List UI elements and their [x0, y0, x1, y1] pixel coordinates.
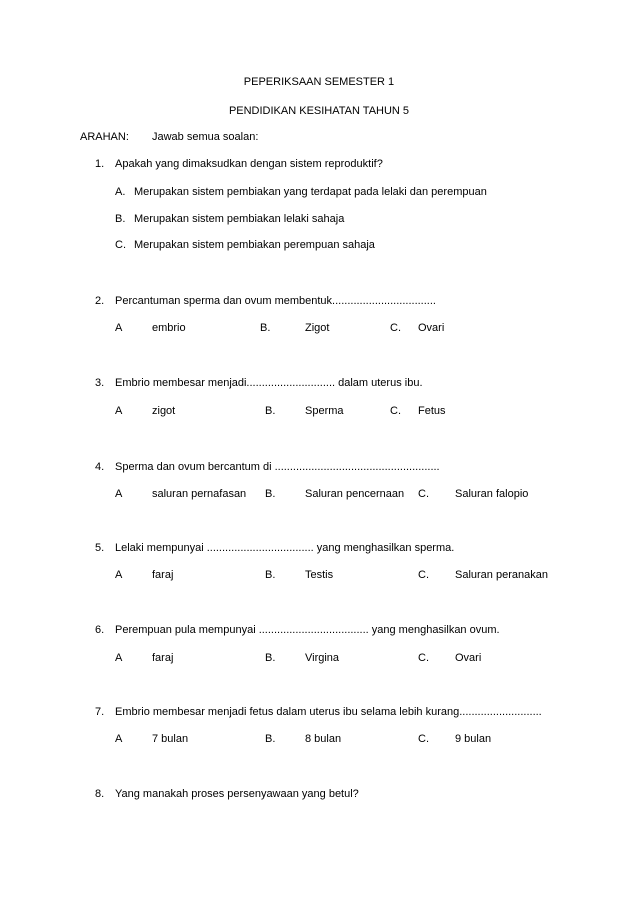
option-text: Merupakan sistem pembiakan yang terdapat pada lelaki dan perempuan	[134, 186, 487, 198]
option-letter: C.	[418, 488, 429, 500]
question-number: 6.	[95, 624, 105, 636]
option-letter: C.	[418, 569, 429, 581]
option-text: 8 bulan	[305, 733, 342, 745]
option-letter: B.	[265, 488, 276, 500]
option-letter: A	[115, 652, 123, 664]
option-text: Ovari	[455, 652, 482, 664]
option-text: Saluran pencernaan	[305, 488, 405, 500]
question-text: Embrio membesar menjadi............................. dalam uterus ibu.	[115, 377, 423, 389]
option-letter: C.	[418, 733, 429, 745]
question-number: 8.	[95, 788, 105, 800]
instructions-text: Jawab semua soalan:	[152, 131, 259, 143]
question-number: 3.	[95, 377, 105, 389]
instructions-label: ARAHAN:	[80, 131, 129, 143]
question-text: Lelaki mempunyai ................................... yang menghasilkan sperma.	[115, 542, 455, 554]
option-text: saluran pernafasan	[152, 488, 247, 500]
option-letter: B.	[265, 652, 276, 664]
page-subtitle: PENDIDIKAN KESIHATAN TAHUN 5	[228, 105, 410, 117]
option-text: Saluran peranakan	[455, 569, 548, 581]
option-letter: B.	[115, 213, 126, 225]
option-text: Virgina	[305, 652, 340, 664]
option-letter: C.	[418, 652, 429, 664]
option-letter: A	[115, 488, 123, 500]
option-letter: A	[115, 322, 123, 334]
option-letter: A	[115, 733, 123, 745]
option-letter: C.	[390, 322, 401, 334]
option-letter: B.	[260, 322, 271, 334]
option-text: Testis	[305, 569, 334, 581]
question-text: Yang manakah proses persenyawaan yang betul?	[115, 788, 359, 800]
question-text: Embrio membesar menjadi fetus dalam uterus ibu selama lebih kurang...........................	[115, 706, 542, 718]
option-letter: B.	[265, 569, 276, 581]
option-text: 7 bulan	[152, 733, 189, 745]
option-letter: B.	[265, 405, 276, 417]
question-number: 7.	[95, 706, 105, 718]
question-number: 4.	[95, 461, 105, 473]
option-letter: B.	[265, 733, 276, 745]
option-text: zigot	[152, 405, 176, 417]
option-text: Fetus	[418, 405, 446, 417]
option-text: Sperma	[305, 405, 344, 417]
question-text: Apakah yang dimaksudkan dengan sistem reproduktif?	[115, 158, 383, 170]
option-text: Saluran falopio	[455, 488, 529, 500]
option-text: 9 bulan	[455, 733, 492, 745]
question-number: 1.	[95, 158, 105, 170]
question-text: Percantuman sperma dan ovum membentuk..................................	[115, 295, 436, 307]
question-text: Sperma dan ovum bercantum di ......................................................	[115, 461, 440, 473]
option-letter: C.	[115, 239, 126, 251]
question-text: Perempuan pula mempunyai .................................... yang menghasilkan ovum.	[115, 624, 500, 636]
option-letter: A.	[115, 186, 126, 198]
option-text: embrio	[152, 322, 186, 334]
option-text: faraj	[152, 652, 174, 664]
option-text: Merupakan sistem pembiakan lelaki sahaja	[134, 213, 345, 225]
option-text: Ovari	[418, 322, 445, 334]
option-text: Merupakan sistem pembiakan perempuan sahaja	[134, 239, 375, 251]
option-text: faraj	[152, 569, 174, 581]
question-number: 2.	[95, 295, 105, 307]
page-title: PEPERIKSAAN SEMESTER 1	[243, 76, 395, 88]
option-letter: A	[115, 405, 123, 417]
option-letter: C.	[390, 405, 401, 417]
question-number: 5.	[95, 542, 105, 554]
option-letter: A	[115, 569, 123, 581]
option-text: Zigot	[305, 322, 330, 334]
